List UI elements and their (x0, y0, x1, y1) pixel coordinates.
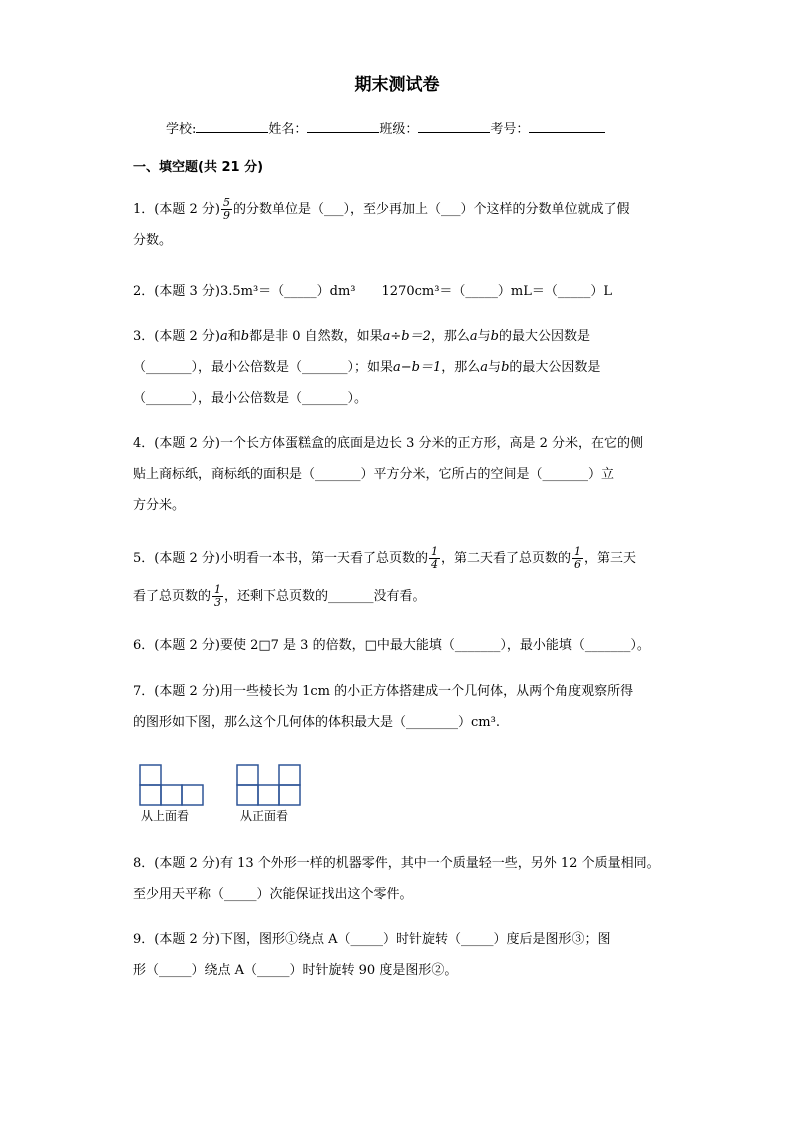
q5-end1: ，第三天 (583, 551, 636, 566)
q5-f2-numerator: 1 (573, 545, 581, 558)
q4-line1: 4．(本题 2 分)一个长方体蛋糕盒的底面是边长 3 分米的正方形，高是 2 分米，在它的侧 (133, 436, 644, 451)
q5-mid: ，第二天看了总页数的 (440, 551, 571, 566)
q5-fraction-1 (429, 546, 440, 571)
q5-line2b: ，还剩下总页数的_______没有看。 (224, 589, 426, 604)
question-6 (133, 630, 673, 661)
q3-line2c: 的最大公因数是 (509, 360, 601, 375)
top-view-label: 从上面看 (141, 809, 190, 823)
q5-f1-numerator: 1 (430, 545, 438, 558)
q1-prefix: 1．(本题 2 分) (133, 202, 220, 217)
question-5 (133, 540, 673, 616)
question-9 (133, 924, 673, 986)
q1-fraction-denominator: 9 (222, 209, 230, 222)
q3-expr1: a÷b＝2 (382, 329, 431, 344)
q5-fraction-3 (212, 584, 223, 609)
q2-line1: 2．(本题 3 分)3.5m³＝（_____）dm³ 1270cm³＝（_____）mL＝（_____）L (133, 284, 613, 299)
q9-line2: 形（_____）绕点 A（_____）时针旋转 90 度是图形②。 (133, 963, 458, 978)
q3-var-a: a (219, 329, 228, 344)
school-label: 学校: (166, 122, 197, 137)
q5-f3-denominator: 3 (214, 596, 222, 609)
q3-text2: ，那么 (430, 329, 470, 344)
q3-text1: 都是非 0 自然数，如果 (249, 329, 383, 344)
q9-line1: 9．(本题 2 分)下图，图形①绕点 A（_____）时针旋转（_____）度后是图形③；图 (133, 932, 611, 947)
q3-var-b3: b (501, 360, 510, 375)
q8-line1: 8．(本题 2 分)有 13 个外形一样的机器零件，其中一个质量轻一些，另外 12 个质量相同。 (133, 856, 660, 871)
q1-fraction (221, 197, 232, 222)
question-8 (133, 848, 673, 910)
q7-line2: 的图形如下图，那么这个几何体的体积最大是（________）cm³. (133, 715, 500, 730)
name-blank[interactable] (307, 120, 379, 133)
q3-var-a3: a (480, 360, 489, 375)
q3-prefix: 3．(本题 2 分) (133, 329, 220, 344)
q4-line3: 方分米。 (133, 498, 186, 513)
q3-line3: （_______），最小公倍数是（_______）。 (133, 391, 368, 406)
q5-f2-denominator: 6 (573, 558, 581, 571)
q3-and2: 与 (488, 360, 502, 375)
q5-fraction-2 (572, 546, 583, 571)
q5-line2a: 看了总页数的 (133, 589, 212, 604)
student-info-row (166, 118, 605, 137)
q1-fraction-numerator: 5 (222, 196, 230, 209)
q1-text: 的分数单位是（___），至少再加上（___）个这样的分数单位就成了假 (232, 202, 630, 217)
q3-and: 和 (227, 329, 241, 344)
school-blank[interactable] (196, 120, 268, 133)
name-label: 姓名： (268, 122, 308, 137)
q7-view-diagrams (138, 763, 308, 807)
q3-line2b: ，那么 (441, 360, 481, 375)
number-blank[interactable] (529, 120, 605, 133)
page-title: 期末测试卷 (354, 75, 440, 95)
q8-line2: 至少用天平称（_____）次能保证找出这个零件。 (133, 887, 413, 902)
q5-prefix: 5．(本题 2 分)小明看一本书，第一天看了总页数的 (133, 551, 428, 566)
q6-line1: 6．(本题 2 分)要使 2□7 是 3 的倍数，□中最大能填（_______），最小能填（_______）。 (133, 638, 650, 653)
question-1 (133, 194, 673, 256)
q3-expr2: a−b＝1 (393, 360, 442, 375)
top-view-figure (140, 765, 203, 805)
q3-text3: 与 (477, 329, 491, 344)
q5-f3-numerator: 1 (214, 583, 222, 596)
q1-line2: 分数。 (133, 233, 173, 248)
q3-var-b2: b (490, 329, 499, 344)
q3-var-a2: a (469, 329, 478, 344)
q4-line2: 贴上商标纸，商标纸的面积是（_______）平方分米，它所占的空间是（_______）立 (133, 467, 615, 482)
q5-f1-denominator: 4 (430, 558, 438, 571)
q3-line2a: （_______），最小公倍数是（_______）；如果 (133, 360, 394, 375)
q7-line1: 7．(本题 2 分)用一些棱长为 1cm 的小正方体搭建成一个几何体，从两个角度观察所得 (133, 684, 634, 699)
number-label: 考号： (490, 122, 530, 137)
q3-text4: 的最大公因数是 (498, 329, 590, 344)
front-view-label: 从正面看 (240, 809, 289, 823)
q3-var-b: b (240, 329, 250, 344)
question-7 (133, 676, 673, 738)
class-blank[interactable] (418, 120, 490, 133)
section-heading: 一、填空题(共 21 分) (133, 160, 264, 175)
question-2 (133, 276, 673, 307)
front-view-figure (237, 765, 300, 805)
question-3 (133, 321, 673, 414)
class-label: 班级： (379, 122, 419, 137)
question-4 (133, 428, 673, 521)
